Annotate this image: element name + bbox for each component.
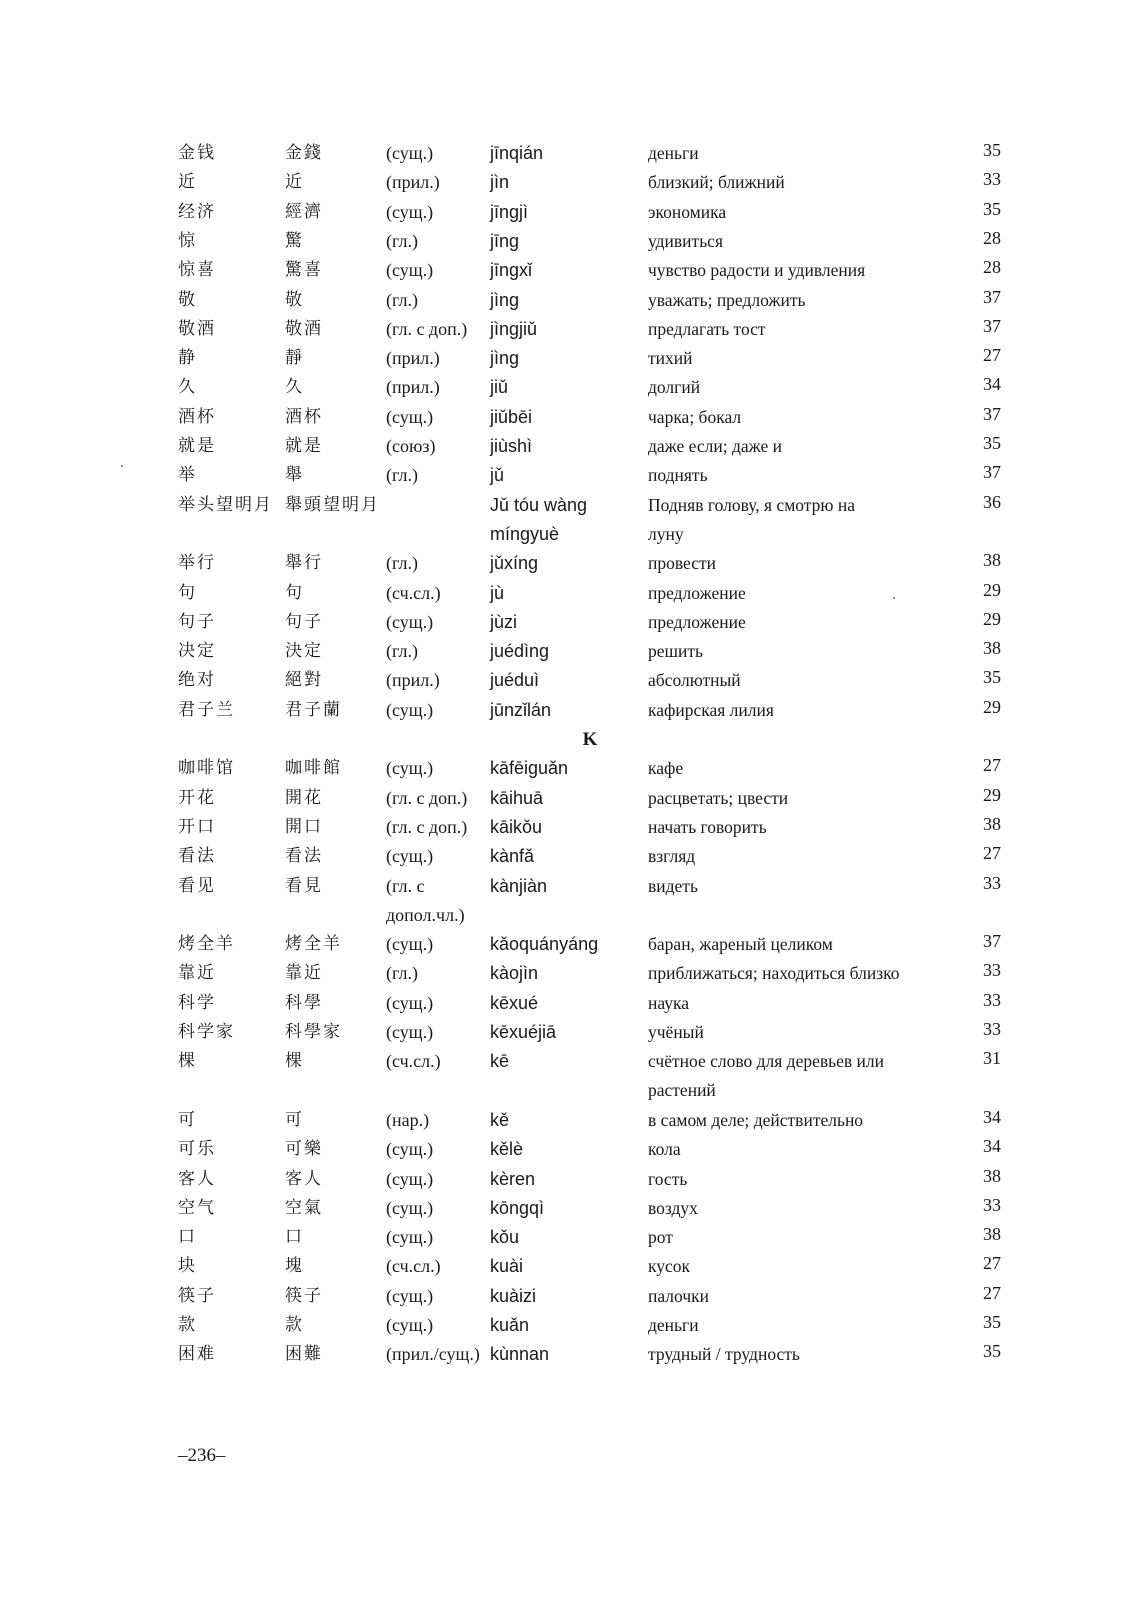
pinyin: jūnzǐlán [490, 699, 552, 720]
traditional-chars: 客人 [285, 1168, 323, 1189]
translation: гость [648, 1168, 688, 1189]
simplified-chars: 可 [178, 1109, 197, 1130]
pinyin: jiǔ [490, 377, 509, 398]
lesson-number: 33 [983, 960, 1001, 981]
part-of-speech: (гл.) [386, 465, 418, 486]
part-of-speech: (сущ.) [386, 260, 434, 281]
part-of-speech: (сущ.) [386, 1315, 434, 1335]
pinyin: juéduì [490, 670, 540, 691]
pinyin: kāfēiguǎn [490, 758, 569, 779]
part-of-speech: (гл. с доп.) [386, 816, 468, 837]
simplified-chars: 君子兰 [178, 699, 235, 720]
lesson-number: 33 [983, 872, 1001, 893]
dictionary-entry [0, 959, 1132, 988]
part-of-speech: (гл. с допол.чл.) [386, 875, 465, 925]
dictionary-entry [0, 432, 1132, 461]
lesson-number: 34 [983, 1106, 1001, 1127]
translation: даже если; даже и [648, 436, 783, 456]
translation: провести [648, 553, 717, 574]
lesson-number: 28 [983, 257, 1001, 278]
pinyin: jù [490, 582, 505, 603]
part-of-speech: (прил.) [386, 377, 440, 398]
part-of-speech: (сущ.) [386, 846, 434, 867]
translation: решить [648, 641, 703, 662]
part-of-speech: (сущ.) [386, 611, 434, 632]
part-of-speech: (прил.) [386, 172, 440, 193]
translation: деньги [648, 1315, 699, 1335]
lesson-number: 37 [983, 286, 1001, 307]
traditional-chars: 看法 [285, 846, 323, 867]
pinyin: jìngjiǔ [490, 318, 538, 339]
simplified-chars: 科学 [178, 992, 216, 1013]
part-of-speech: (гл. с доп.) [386, 318, 468, 339]
part-of-speech: (сущ.) [386, 1168, 434, 1189]
dictionary-entry [0, 139, 1132, 168]
traditional-chars: 科學 [285, 992, 323, 1013]
dictionary-entry [0, 1282, 1132, 1311]
dictionary-entry [0, 1340, 1132, 1369]
simplified-chars: 近 [178, 172, 197, 193]
part-of-speech: (сущ.) [386, 1285, 434, 1306]
simplified-chars: 块 [178, 1256, 197, 1277]
part-of-speech: (союз) [386, 436, 436, 456]
lesson-number: 29 [983, 784, 1001, 805]
translation: в самом деле; действительно [648, 1109, 864, 1130]
lesson-number: 28 [983, 227, 1001, 248]
traditional-chars: 棵 [285, 1051, 304, 1072]
pinyin: kāikǒu [490, 816, 543, 837]
pinyin: kē [490, 1051, 510, 1072]
dictionary-entry [0, 256, 1132, 285]
simplified-chars: 看见 [178, 875, 216, 896]
simplified-chars: 静 [178, 348, 197, 369]
dictionary-entry [0, 1252, 1132, 1281]
lesson-number: 31 [983, 1048, 1001, 1069]
pinyin: Jǔ tóu wàng míngyuè [490, 494, 588, 544]
translation: воздух [648, 1197, 698, 1218]
traditional-chars: 金錢 [285, 143, 323, 163]
simplified-chars: 惊喜 [178, 260, 216, 281]
simplified-chars: 举 [178, 465, 197, 486]
pinyin: jǔxíng [490, 553, 539, 574]
pinyin: juédìng [490, 641, 550, 662]
dictionary-entry [0, 666, 1132, 695]
dictionary-entry [0, 637, 1132, 666]
lesson-number: 35 [983, 198, 1001, 219]
simplified-chars: 酒杯 [178, 406, 216, 427]
part-of-speech: (гл.) [386, 230, 418, 251]
simplified-chars: 惊 [178, 230, 197, 251]
traditional-chars: 舉 [285, 465, 304, 486]
dictionary-entry [0, 461, 1132, 490]
lesson-number: 37 [983, 462, 1001, 483]
traditional-chars: 靜 [285, 348, 304, 369]
page-number: –236– [178, 1445, 226, 1466]
translation: кафирская лилия [648, 699, 774, 720]
dictionary-entry [0, 579, 1132, 608]
pinyin: jìn [490, 172, 510, 193]
dictionary-entry [0, 608, 1132, 637]
pinyin: jìng [490, 289, 520, 310]
pinyin: jiǔbēi [490, 406, 533, 427]
pinyin: jīng [490, 230, 520, 251]
part-of-speech: (нар.) [386, 1109, 430, 1130]
translation: предлагать тост [648, 318, 766, 339]
lesson-number: 33 [983, 1194, 1001, 1215]
traditional-chars: 筷子 [285, 1285, 323, 1306]
pinyin: jīngxǐ [490, 260, 533, 281]
dictionary-entry [0, 754, 1132, 783]
translation: Подняв голову, я смотрю на луну [648, 494, 855, 544]
dictionary-entry [0, 168, 1132, 197]
part-of-speech: (гл.) [386, 289, 418, 310]
part-of-speech: (гл.) [386, 641, 418, 662]
translation: баран, жареный целиком [648, 934, 833, 955]
part-of-speech: (сущ.) [386, 406, 434, 427]
lesson-number: 34 [983, 1136, 1001, 1157]
lesson-number: 37 [983, 931, 1001, 952]
dictionary-entry [0, 842, 1132, 871]
scan-speck [121, 465, 123, 467]
pinyin: jīngjì [490, 201, 529, 222]
translation: взгляд [648, 846, 696, 867]
simplified-chars: 举行 [178, 553, 216, 574]
traditional-chars: 舉行 [285, 553, 323, 574]
dictionary-entry [0, 1106, 1132, 1135]
pinyin: kǎoquányáng [490, 934, 599, 955]
simplified-chars: 经济 [178, 201, 216, 222]
lesson-number: 35 [983, 433, 1001, 453]
lesson-number: 38 [983, 638, 1001, 659]
dictionary-entry [0, 373, 1132, 402]
traditional-chars: 絕對 [285, 670, 323, 691]
part-of-speech: (сч.сл.) [386, 1051, 441, 1072]
pinyin: kāihuā [490, 787, 544, 808]
simplified-chars: 开口 [178, 816, 216, 837]
traditional-chars: 開花 [285, 787, 323, 808]
lesson-number: 29 [983, 696, 1001, 717]
translation: долгий [648, 377, 701, 398]
dictionary-entry [0, 198, 1132, 227]
simplified-chars: 金钱 [178, 143, 216, 163]
lesson-number: 27 [983, 345, 1001, 366]
dictionary-entry [0, 549, 1132, 578]
dictionary-entry [0, 930, 1132, 959]
traditional-chars: 經濟 [285, 201, 323, 222]
lesson-number: 33 [983, 989, 1001, 1010]
dictionary-entry [0, 491, 1132, 544]
part-of-speech: (сущ.) [386, 758, 434, 779]
simplified-chars: 客人 [178, 1168, 216, 1189]
translation: поднять [648, 465, 708, 486]
pinyin: kuàizi [490, 1285, 537, 1306]
translation: чарка; бокал [648, 406, 742, 427]
pinyin: kōngqì [490, 1197, 545, 1218]
pinyin: kēxuéjiā [490, 1022, 557, 1042]
translation: видеть [648, 875, 698, 896]
traditional-chars: 久 [285, 377, 304, 398]
simplified-chars: 筷子 [178, 1285, 216, 1306]
dictionary-entry [0, 696, 1132, 725]
simplified-chars: 绝对 [178, 670, 216, 691]
lesson-number: 33 [983, 1019, 1001, 1039]
pinyin: kànjiàn [490, 875, 548, 896]
traditional-chars: 困難 [285, 1344, 323, 1365]
traditional-chars: 可樂 [285, 1139, 323, 1160]
traditional-chars: 開口 [285, 816, 323, 837]
simplified-chars: 决定 [178, 641, 216, 662]
dictionary-entry [0, 1018, 1132, 1047]
part-of-speech: (сущ.) [386, 1227, 434, 1248]
simplified-chars: 空气 [178, 1197, 216, 1218]
simplified-chars: 句 [178, 582, 197, 603]
dictionary-entry [0, 813, 1132, 842]
translation: расцветать; цвести [648, 787, 789, 808]
part-of-speech: (сч.сл.) [386, 1256, 441, 1277]
dictionary-entry [0, 1223, 1132, 1252]
traditional-chars: 驚喜 [285, 260, 323, 281]
translation: деньги [648, 143, 699, 163]
lesson-number: 38 [983, 1224, 1001, 1245]
lesson-number: 35 [983, 1341, 1001, 1362]
lesson-number: 37 [983, 403, 1001, 424]
traditional-chars: 句 [285, 582, 304, 603]
part-of-speech: (гл. с доп.) [386, 787, 468, 808]
part-of-speech: (сч.сл.) [386, 582, 441, 603]
pinyin: jìng [490, 348, 520, 369]
traditional-chars: 款 [285, 1315, 304, 1335]
part-of-speech: (сущ.) [386, 201, 434, 222]
dictionary-entry [0, 344, 1132, 373]
simplified-chars: 口 [178, 1227, 197, 1248]
dictionary-entry [0, 315, 1132, 344]
lesson-number: 34 [983, 374, 1001, 395]
part-of-speech: (сущ.) [386, 1197, 434, 1218]
lesson-number: 37 [983, 315, 1001, 336]
dictionary-entry [0, 989, 1132, 1018]
dictionary-entry [0, 1135, 1132, 1164]
translation: начать говорить [648, 816, 767, 837]
pinyin: kànfǎ [490, 846, 535, 867]
simplified-chars: 举头望明月 [178, 494, 273, 515]
lesson-number: 27 [983, 843, 1001, 864]
traditional-chars: 近 [285, 172, 304, 193]
part-of-speech: (сущ.) [386, 1022, 434, 1042]
translation: рот [648, 1227, 673, 1248]
dictionary-entry [0, 784, 1132, 813]
simplified-chars: 烤全羊 [178, 934, 235, 955]
lesson-number: 35 [983, 667, 1001, 688]
dictionary-entry [0, 403, 1132, 432]
simplified-chars: 科学家 [178, 1022, 235, 1042]
dictionary-entry [0, 227, 1132, 256]
translation: приближаться; находиться близко [648, 963, 900, 984]
translation: абсолютный [648, 670, 741, 691]
translation: кусок [648, 1256, 691, 1277]
pinyin: jīnqián [490, 143, 544, 163]
section-letter: K [582, 729, 598, 750]
lesson-number: 33 [983, 169, 1001, 190]
lesson-number: 35 [983, 1312, 1001, 1332]
translation: учёный [648, 1022, 704, 1042]
scan-speck [893, 597, 895, 599]
pinyin: kēxué [490, 992, 539, 1013]
simplified-chars: 句子 [178, 611, 216, 632]
translation: счётное слово для деревьев или растений [648, 1051, 884, 1101]
traditional-chars: 句子 [285, 611, 323, 632]
traditional-chars: 科學家 [285, 1022, 342, 1042]
simplified-chars: 靠近 [178, 963, 216, 984]
part-of-speech: (прил.) [386, 348, 440, 369]
traditional-chars: 靠近 [285, 963, 323, 984]
simplified-chars: 可乐 [178, 1139, 216, 1160]
simplified-chars: 困难 [178, 1344, 216, 1365]
traditional-chars: 口 [285, 1227, 304, 1248]
simplified-chars: 敬 [178, 289, 197, 310]
pinyin: kě [490, 1109, 510, 1130]
dictionary-entry [0, 872, 1132, 925]
pinyin: kělè [490, 1139, 524, 1160]
pinyin: kuǎn [490, 1315, 530, 1335]
translation: кола [648, 1139, 681, 1160]
translation: тихий [648, 348, 693, 369]
lesson-number: 29 [983, 579, 1001, 600]
translation: кафе [648, 758, 684, 779]
lesson-number: 29 [983, 608, 1001, 629]
traditional-chars: 敬 [285, 289, 304, 310]
simplified-chars: 开花 [178, 787, 216, 808]
pinyin: jiùshì [490, 436, 533, 456]
traditional-chars: 可 [285, 1109, 304, 1130]
lesson-number: 27 [983, 755, 1001, 776]
translation: удивиться [648, 230, 723, 251]
simplified-chars: 咖啡馆 [178, 758, 235, 779]
lesson-number: 27 [983, 1253, 1001, 1274]
lesson-number: 38 [983, 1165, 1001, 1186]
traditional-chars: 咖啡館 [285, 758, 342, 779]
part-of-speech: (сущ.) [386, 699, 434, 720]
translation: предложение [648, 611, 746, 632]
traditional-chars: 就是 [285, 436, 323, 456]
pinyin: kùnnan [490, 1344, 550, 1365]
translation: чувство радости и удивления [648, 260, 866, 281]
dictionary-entry [0, 1165, 1132, 1194]
pinyin: jùzi [490, 611, 518, 632]
translation: экономика [648, 201, 727, 222]
dictionary-entry [0, 1194, 1132, 1223]
translation: палочки [648, 1285, 709, 1306]
part-of-speech: (прил./сущ.) [386, 1344, 480, 1365]
lesson-number: 36 [983, 491, 1001, 512]
simplified-chars: 敬酒 [178, 318, 216, 339]
traditional-chars: 敬酒 [285, 318, 323, 339]
simplified-chars: 棵 [178, 1051, 197, 1072]
traditional-chars: 君子蘭 [285, 699, 342, 720]
lesson-number: 27 [983, 1282, 1001, 1303]
translation: предложение [648, 582, 746, 603]
part-of-speech: (сущ.) [386, 143, 434, 163]
part-of-speech: (сущ.) [386, 934, 434, 955]
translation: уважать; предложить [648, 289, 806, 310]
dictionary-entry [0, 1047, 1132, 1101]
traditional-chars: 舉頭望明月 [285, 494, 380, 515]
part-of-speech: (сущ.) [386, 1139, 434, 1160]
traditional-chars: 塊 [285, 1256, 304, 1277]
translation: трудный / трудность [648, 1344, 800, 1365]
part-of-speech: (гл.) [386, 963, 418, 984]
part-of-speech: (прил.) [386, 670, 440, 691]
translation: близкий; ближний [648, 172, 785, 193]
traditional-chars: 看見 [285, 875, 323, 896]
pinyin: jǔ [490, 465, 505, 486]
pinyin: kàojìn [490, 963, 539, 984]
traditional-chars: 驚 [285, 230, 304, 251]
part-of-speech: (сущ.) [386, 992, 434, 1013]
simplified-chars: 看法 [178, 846, 216, 867]
pinyin: kǒu [490, 1227, 520, 1248]
traditional-chars: 酒杯 [285, 406, 323, 427]
lesson-number: 38 [983, 550, 1001, 571]
lesson-number: 38 [983, 813, 1001, 834]
translation: наука [648, 992, 689, 1013]
part-of-speech: (гл.) [386, 553, 418, 574]
simplified-chars: 久 [178, 377, 197, 398]
simplified-chars: 就是 [178, 436, 216, 456]
dictionary-entry [0, 286, 1132, 315]
traditional-chars: 決定 [285, 641, 323, 662]
traditional-chars: 空氣 [285, 1197, 323, 1218]
pinyin: kuài [490, 1256, 524, 1277]
simplified-chars: 款 [178, 1315, 197, 1335]
dictionary-entry [0, 1311, 1132, 1340]
lesson-number: 35 [983, 140, 1001, 160]
pinyin: kèren [490, 1168, 536, 1189]
traditional-chars: 烤全羊 [285, 934, 342, 955]
